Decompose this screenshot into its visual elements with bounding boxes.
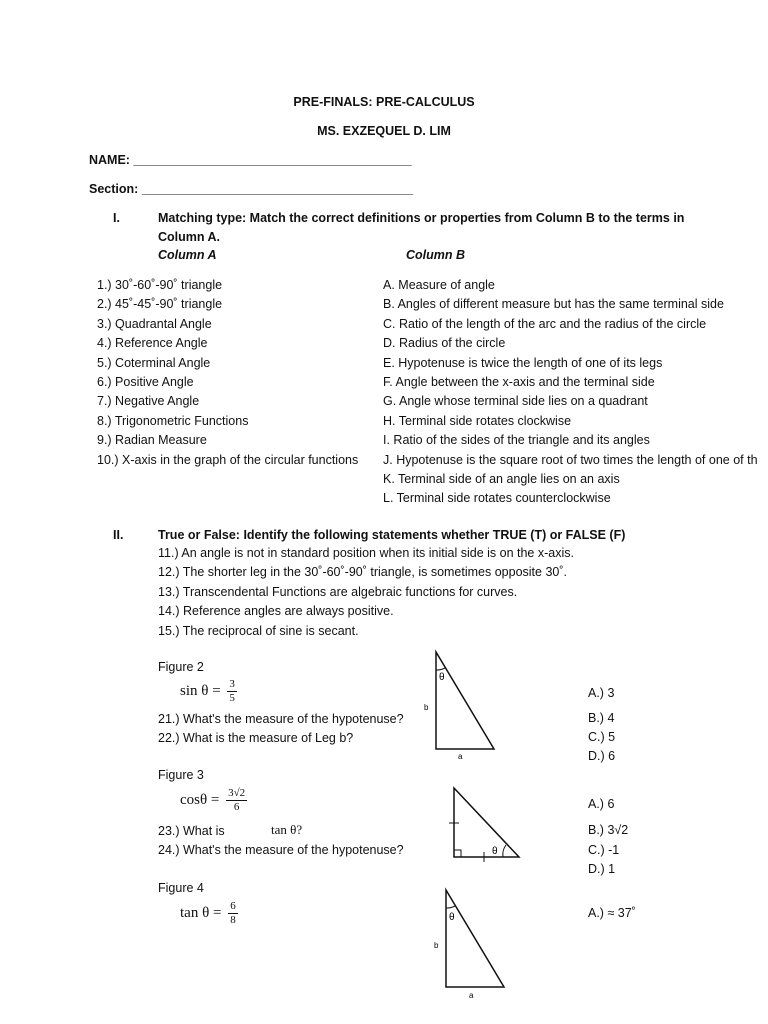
true-false-item: 15.) The reciprocal of sine is secant. — [158, 623, 359, 638]
figure3-choice-a: A.) 6 — [588, 797, 615, 811]
figure2-choice-a: A.) 3 — [588, 686, 615, 700]
column-a-item: 2.) 45˚-45˚-90˚ triangle — [97, 297, 223, 312]
figure3-angle-arc — [503, 845, 506, 857]
figure4-formula-lhs: tan θ = — [180, 904, 222, 921]
column-a-item: 1.) 30˚-60˚-90˚ triangle — [97, 278, 223, 292]
column-a-item: 5.) Coterminal Angle — [97, 355, 211, 370]
column-a-list — [97, 276, 358, 470]
true-false-item: 12.) The shorter leg in the 30˚-60˚-90˚ triangle, is sometimes opposite 30˚. — [158, 565, 567, 580]
figure3-fraction — [226, 787, 247, 814]
figure4-formula — [180, 900, 238, 927]
column-a-header: Column A — [158, 248, 217, 262]
figure2-fraction — [227, 678, 237, 705]
column-b-item: D. Radius of the circle — [383, 336, 506, 351]
figure3-denominator: 6 — [233, 801, 240, 813]
column-a-item: 10.) X-axis in the graph of the circular functions — [97, 452, 359, 467]
true-false-item: 11.) An angle is not in standard position when its initial side is on the x-axis. — [158, 546, 574, 560]
figure2-label: Figure 2 — [158, 660, 204, 674]
question-24: 24.) What's the measure of the hypotenuse? — [158, 843, 404, 857]
figure4-theta: θ — [449, 912, 455, 923]
true-false-item: 13.) Transcendental Functions are algebraic functions for curves. — [158, 584, 518, 599]
column-b-item: K. Terminal side of an angle lies on an axis — [383, 471, 620, 486]
question-23-prefix: 23.) What is — [158, 824, 225, 838]
column-a-item: 9.) Radian Measure — [97, 433, 207, 448]
true-false-item: 14.) Reference angles are always positive. — [158, 604, 394, 619]
figure3-triangle-shape — [454, 788, 519, 857]
part1-numeral: I. — [113, 211, 120, 225]
question-23-expression: tan θ? — [271, 822, 303, 837]
name-field: NAME: ________________________________________ — [89, 153, 412, 167]
figure3-formula — [180, 787, 247, 814]
column-b-item: I. Ratio of the sides of the triangle and its angles — [383, 433, 650, 448]
question-21: 21.) What's the measure of the hypotenuse? — [158, 712, 404, 726]
figure2-triangle-shape — [436, 652, 494, 749]
figure2-side-b: b — [424, 703, 429, 712]
true-false-list — [158, 544, 574, 641]
figure3-formula-lhs: cosθ = — [180, 791, 220, 808]
figure2-formula — [180, 678, 237, 705]
figure4-choice-a: A.) ≈ 37˚ — [588, 906, 636, 920]
figure3-choice-d: D.) 1 — [588, 862, 616, 876]
figure3-triangle — [443, 783, 523, 863]
figure2-angle-arc — [436, 668, 445, 670]
column-a-item: 6.) Positive Angle — [97, 374, 194, 389]
part1-instruction-line1: Matching type: Match the correct definitions or properties from Column B to the terms in — [158, 211, 685, 225]
column-b-item: F. Angle between the x-axis and the terminal side — [383, 374, 655, 389]
figure4-label: Figure 4 — [158, 881, 204, 895]
figure3-label: Figure 3 — [158, 768, 204, 782]
figure4-side-a: a — [469, 991, 474, 1000]
figure4-numerator: 6 — [230, 900, 236, 912]
figure2-choice-c: C.) 5 — [588, 730, 616, 744]
exam-title: PRE-FINALS: PRE-CALCULUS — [293, 95, 475, 109]
figure3-choice-c: C.) -1 — [588, 843, 620, 857]
figure2-numerator: 3 — [229, 678, 235, 690]
figure2-triangle — [418, 648, 503, 763]
section-field: Section: _______________________________________ — [89, 182, 413, 196]
figure4-fraction — [228, 900, 238, 927]
column-a-item: 3.) Quadrantal Angle — [97, 316, 212, 331]
figure3-numerator: 3√2 — [228, 787, 246, 799]
figure4-denominator: 8 — [230, 914, 236, 926]
figure4-side-b: b — [434, 941, 439, 950]
column-b-item: B. Angles of different measure but has the same terminal side — [383, 297, 724, 312]
part1-instruction-line2: Column A. — [158, 230, 221, 244]
figure2-choice-b: B.) 4 — [588, 711, 615, 725]
column-b-item: L. Terminal side rotates counterclockwise — [383, 491, 611, 506]
figure4-triangle-shape — [446, 890, 504, 987]
column-b-item: E. Hypotenuse is twice the length of one of its legs — [383, 355, 663, 370]
column-b-item: J. Hypotenuse is the square root of two times the length of one of th — [383, 452, 758, 467]
figure3-theta: θ — [492, 846, 498, 857]
figure4-triangle — [428, 886, 513, 1004]
figure3-choice-b: B.) 3√2 — [588, 823, 629, 837]
figure2-choice-d: D.) 6 — [588, 749, 616, 763]
part2-instruction: True or False: Identify the following statements whether TRUE (T) or FALSE (F) — [158, 528, 626, 542]
column-b-header: Column B — [406, 248, 466, 262]
column-a-item: 4.) Reference Angle — [97, 336, 208, 351]
part2-numeral: II. — [113, 528, 124, 542]
column-b-item: G. Angle whose terminal side lies on a quadrant — [383, 394, 648, 409]
figure4-angle-arc — [446, 906, 455, 908]
column-b-item: H. Terminal side rotates clockwise — [383, 413, 572, 428]
teacher-name: MS. EXZEQUEL D. LIM — [317, 124, 451, 138]
question-22: 22.) What is the measure of Leg b? — [158, 731, 354, 745]
figure2-formula-lhs: sin θ = — [180, 682, 221, 699]
figure2-denominator: 5 — [229, 692, 235, 704]
column-a-item: 7.) Negative Angle — [97, 394, 200, 409]
figure2-theta: θ — [439, 672, 445, 683]
figure2-side-a: a — [458, 752, 463, 761]
figure3-right-angle-mark — [454, 850, 461, 857]
column-b-list — [383, 276, 768, 509]
column-b-item: A. Measure of angle — [383, 278, 495, 292]
column-a-item: 8.) Trigonometric Functions — [97, 413, 249, 428]
column-b-item: C. Ratio of the length of the arc and the radius of the circle — [383, 316, 707, 331]
